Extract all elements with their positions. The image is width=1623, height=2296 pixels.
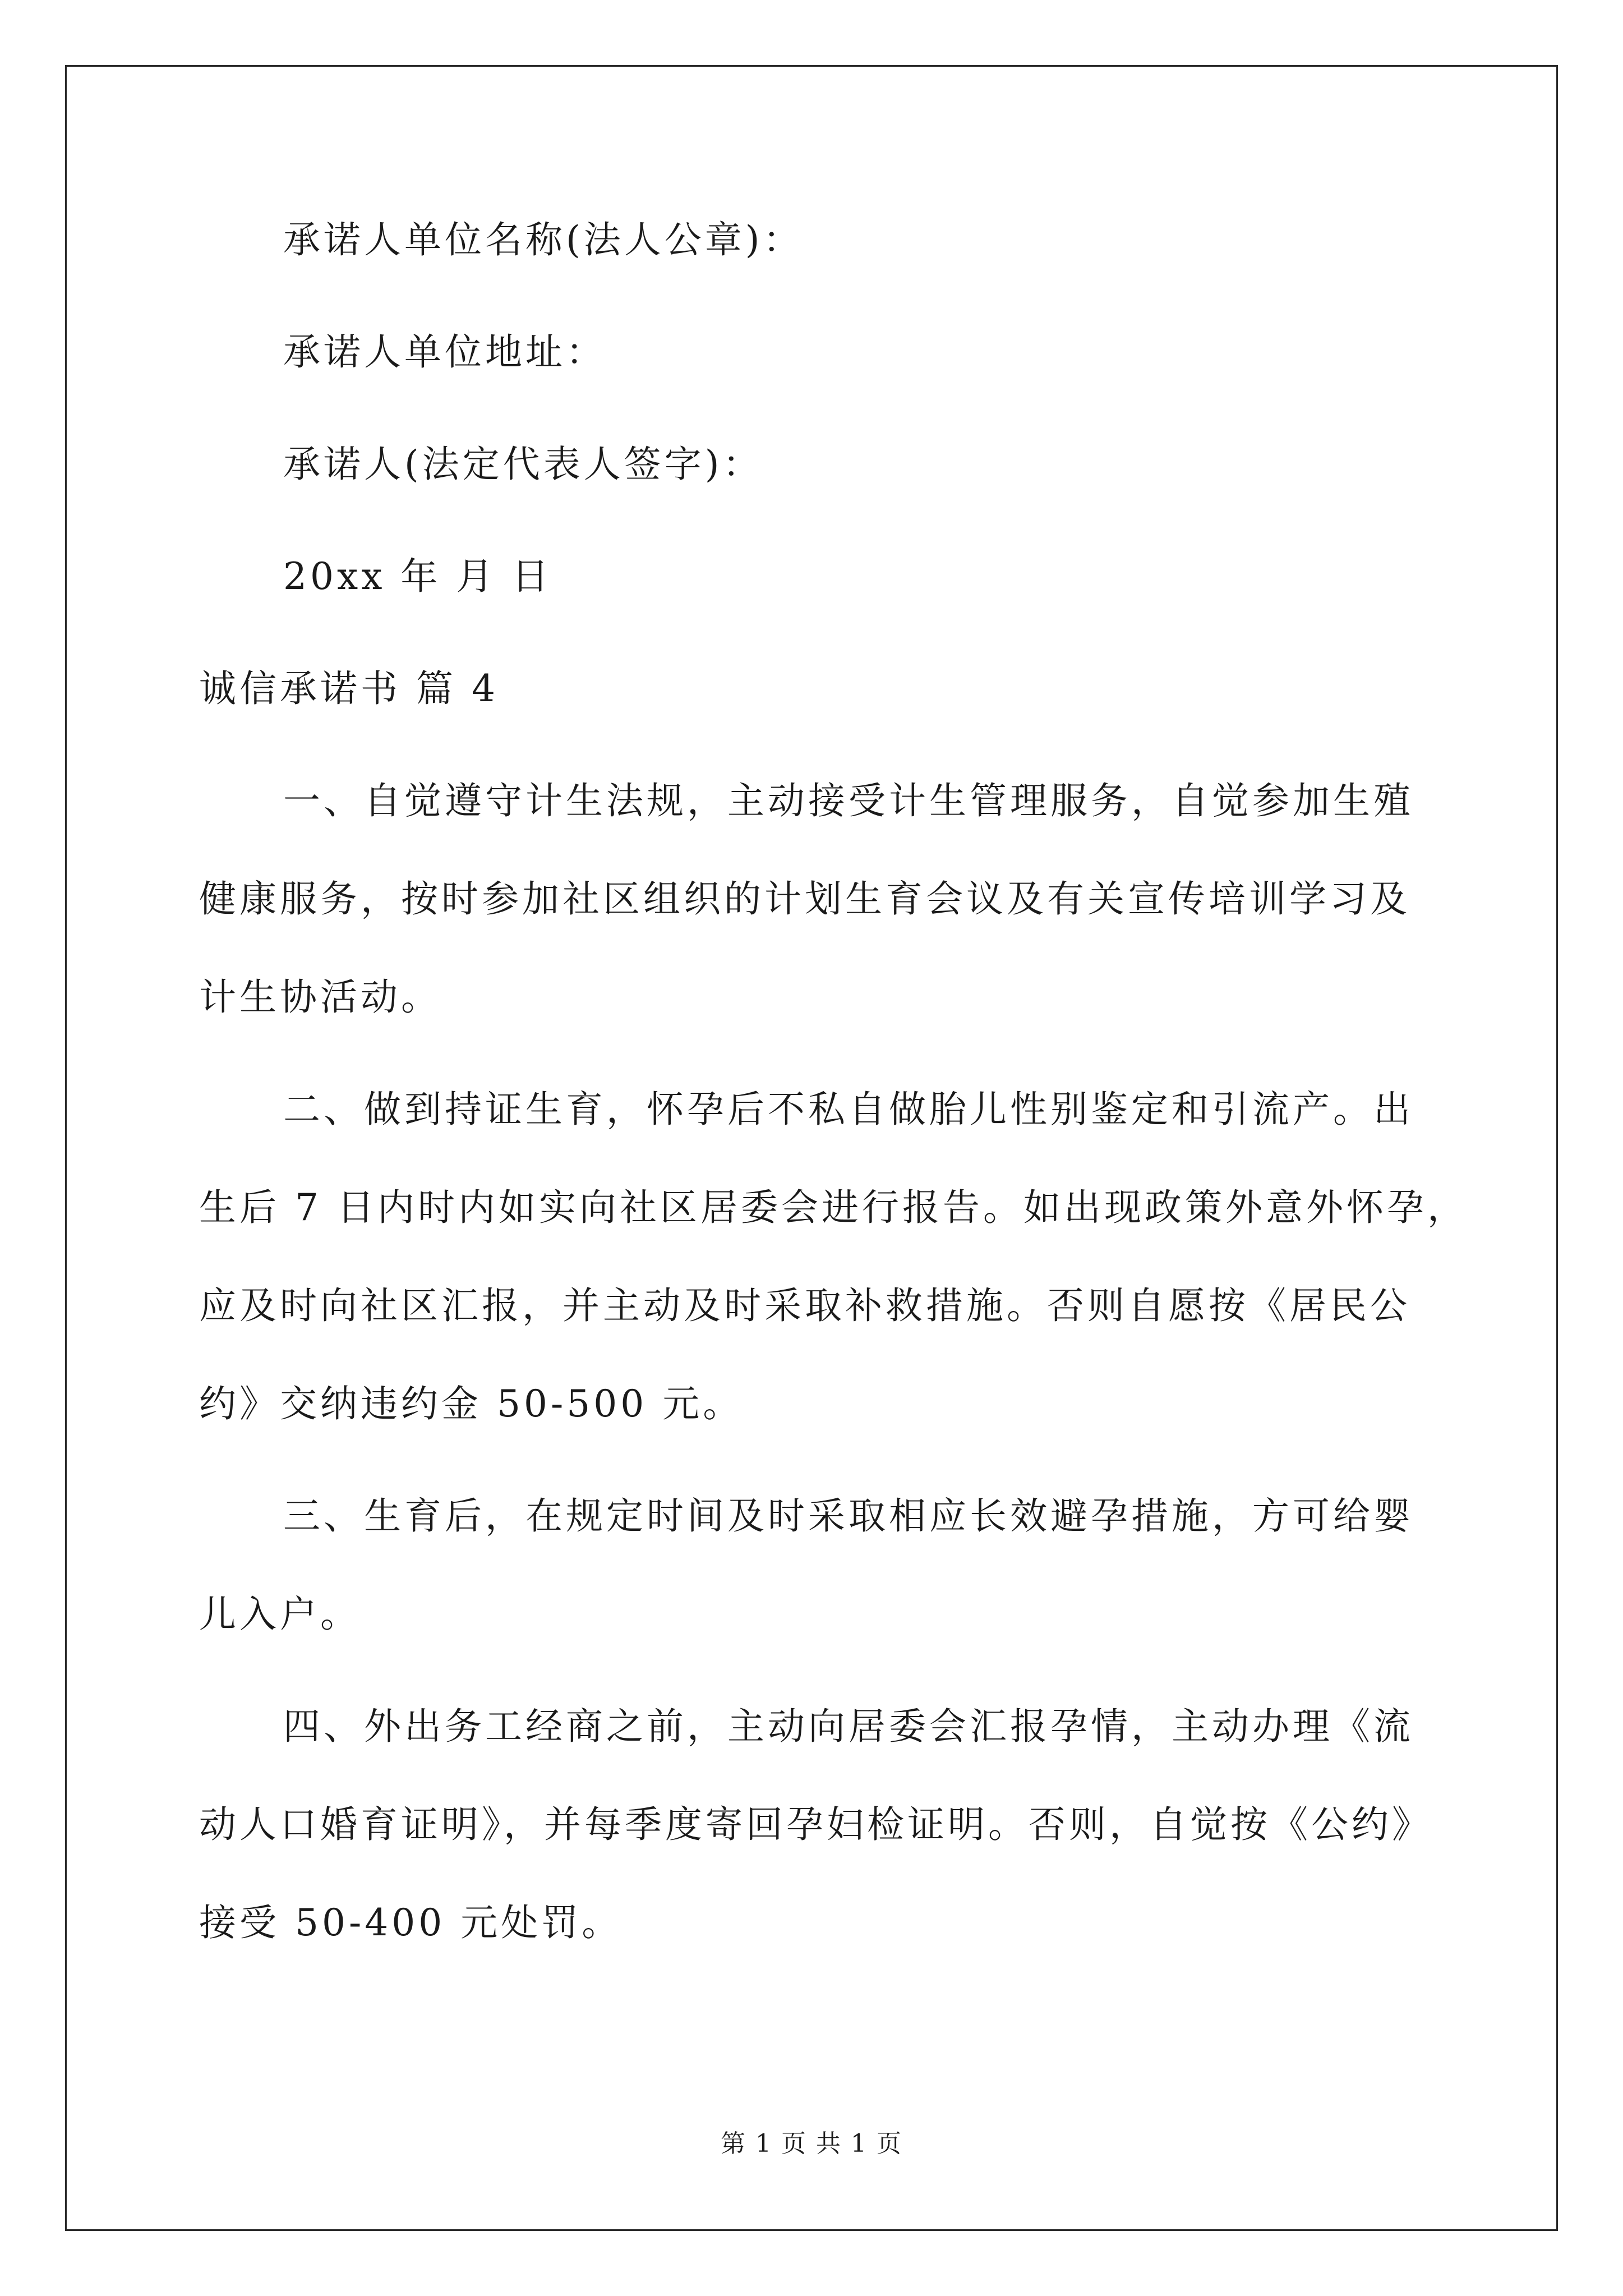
signatory-unit-address-line: 承诺人单位地址： [283, 330, 606, 374]
paragraph-3-line-1: 三、生育后，在规定时间及时采取相应长效避孕措施，方可给婴 [283, 1494, 1414, 1538]
paragraph-4-line-3: 接受 50-400 元处罚。 [199, 1901, 623, 1944]
paragraph-2-line-3: 应及时向社区汇报，并主动及时采取补救措施。否则自愿按《居民公 [199, 1284, 1410, 1327]
paragraph-1-line-2: 健康服务，按时参加社区组织的计划生育会议及有关宣传培训学习及 [199, 877, 1410, 921]
paragraph-2-line-4: 约》交纳违约金 50-500 元。 [199, 1382, 744, 1425]
paragraph-3-line-2: 儿入户。 [199, 1593, 361, 1636]
paragraph-2-line-2: 生后 7 日内时内如实向社区居委会进行报告。如出现政策外意外怀孕， [199, 1186, 1468, 1229]
paragraph-2-line-1: 二、做到持证生育，怀孕后不私自做胎儿性别鉴定和引流产。出 [283, 1088, 1414, 1131]
signatory-unit-name-line: 承诺人单位名称(法人公章)： [283, 218, 804, 261]
paragraph-1-line-3: 计生协活动。 [199, 976, 441, 1019]
date-line: 20xx 年 月 日 [283, 555, 552, 598]
page-footer: 第 1 页 共 1 页 [721, 2129, 902, 2158]
signatory-signature-line: 承诺人(法定代表人签字)： [283, 443, 763, 486]
paragraph-4-line-1: 四、外出务工经商之前，主动向居委会汇报孕情，主动办理《流 [283, 1705, 1414, 1748]
paragraph-4-line-2: 动人口婚育证明》，并每季度寄回孕妇检证明。否则，自觉按《公约》 [199, 1803, 1432, 1846]
section-heading: 诚信承诺书 篇 4 [199, 667, 499, 710]
paragraph-1-line-1: 一、自觉遵守计生法规，主动接受计生管理服务，自觉参加生殖 [283, 779, 1414, 822]
